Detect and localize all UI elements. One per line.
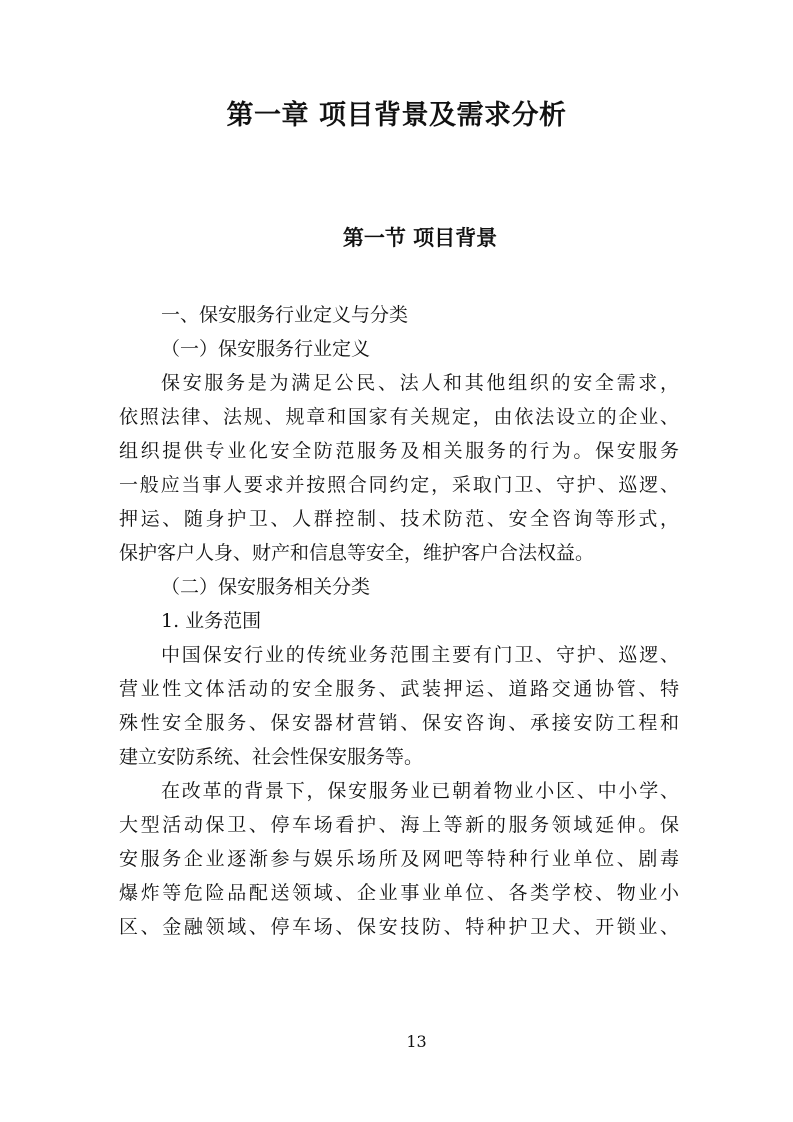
paragraph-line: 营业性文体活动的安全服务、武装押运、道路交通协管、特: [119, 678, 679, 700]
paragraph-line: 依照法律、法规、规章和国家有关规定，由依法设立的企业、: [119, 406, 679, 428]
body-text: [119, 298, 679, 944]
paragraph-line: 押运、随身护卫、人群控制、技术防范、安全咨询等形式，: [119, 508, 679, 530]
paragraph-line: 区、金融领域、停车场、保安技防、特种护卫犬、开锁业、: [119, 916, 679, 938]
paragraph-line: 中国保安行业的传统业务范围主要有门卫、守护、巡逻、: [161, 644, 679, 666]
paragraph-line: 安服务企业逐渐参与娱乐场所及网吧等特种行业单位、剧毒: [119, 848, 679, 870]
paragraph-line: 殊性安全服务、保安器材营销、保安咨询、承接安防工程和: [119, 712, 679, 734]
paragraph-line: 组织提供专业化安全防范服务及相关服务的行为。保安服务: [119, 440, 679, 462]
paragraph-line: 大型活动保卫、停车场看护、海上等新的服务领域延伸。保: [119, 814, 679, 836]
heading-level-3: 1. 业务范围: [161, 610, 262, 632]
paragraph-line: 建立安防系统、社会性保安服务等。: [119, 746, 424, 768]
heading-level-1: 一、保安服务行业定义与分类: [161, 304, 409, 326]
paragraph-line: 保护客户人身、财产和信息等安全，维护客户合法权益。: [119, 542, 595, 564]
paragraph-line: 保安服务是为满足公民、法人和其他组织的安全需求，: [161, 372, 679, 394]
page-number: 13: [406, 1032, 427, 1051]
paragraph-line: 爆炸等危险品配送领域、企业事业单位、各类学校、物业小: [119, 882, 679, 904]
heading-level-2: （二）保安服务相关分类: [161, 576, 371, 598]
chapter-title: 第一章 项目背景及需求分析: [226, 100, 567, 131]
paragraph-line: 一般应当事人要求并按照合同约定，采取门卫、守护、巡逻、: [119, 474, 679, 496]
heading-level-2: （一）保安服务行业定义: [161, 338, 371, 360]
section-title: 第一节 项目背景: [342, 226, 498, 250]
paragraph-line: 在改革的背景下，保安服务业已朝着物业小区、中小学、: [161, 780, 679, 802]
